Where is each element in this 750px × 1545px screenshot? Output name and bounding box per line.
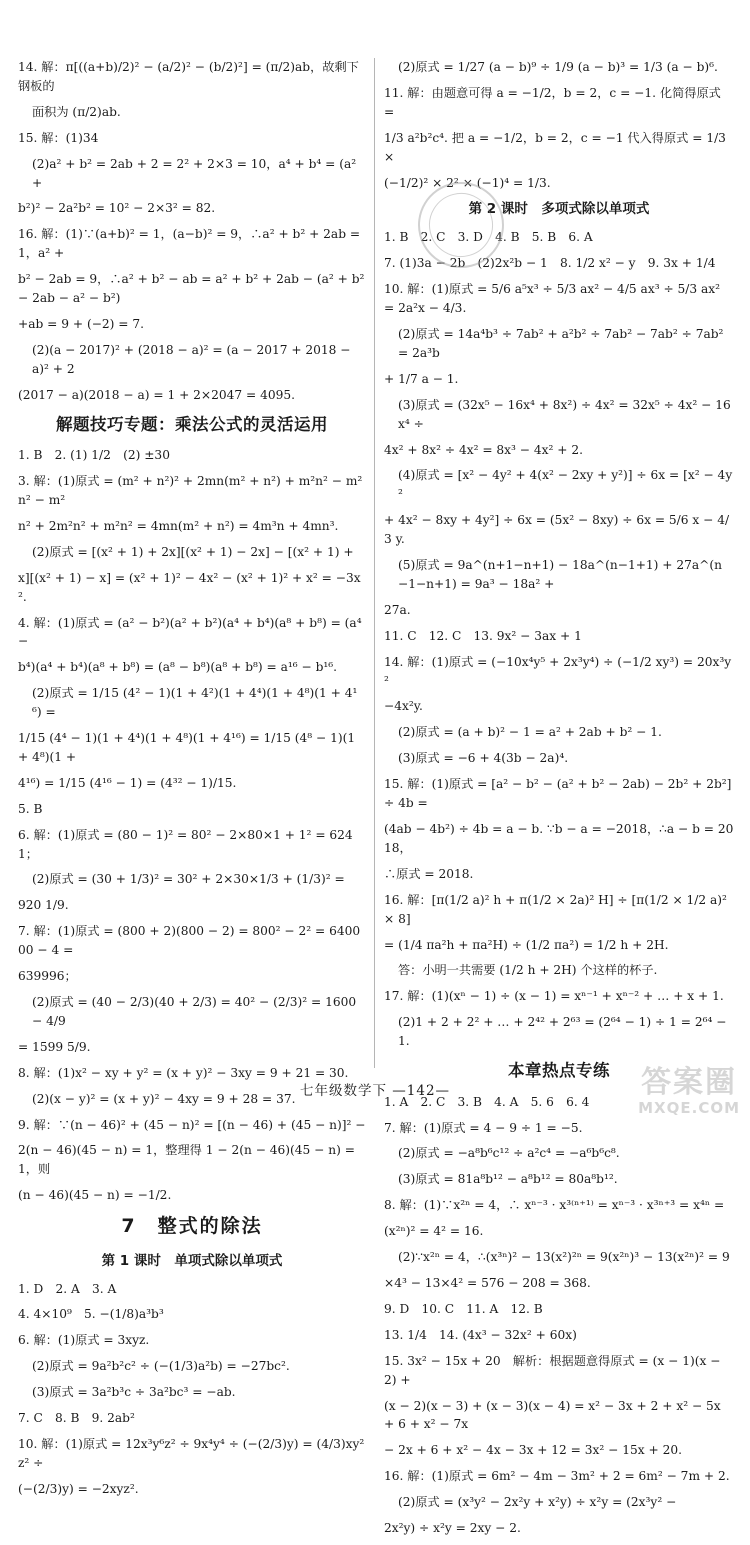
right-answer-line: 17. 解：(1)(xⁿ − 1) ÷ (x − 1) = xⁿ⁻¹ + xⁿ⁻² + … + x + 1. [384, 989, 724, 1004]
left-answer-line: 6. 解：(1)原式 = 3xyz. [18, 1333, 150, 1348]
left-answer-line: 1. B 2. (1) 1/2 (2) ±30 [18, 448, 170, 463]
right-answer-line: (2)原式 = 14a⁴b³ ÷ 7ab² + a²b² ÷ 7ab² − 7ab² ÷ 7ab² = 2a³b [398, 326, 724, 360]
left-answer-line: (2)a² + b² = 2ab + 2 = 2² + 2×3 = 10，a⁴ + b⁴ = (a² + [32, 156, 357, 190]
right-answer-line: ∴原式 = 2018. [384, 866, 474, 881]
left-answer-line: (n − 46)(45 − n) = −1/2. [18, 1188, 172, 1203]
right-answer-line: 答：小明一共需要 (1/2 h + 2H) 个这样的杯子. [398, 963, 658, 978]
right-answer-line: 9. D 10. C 11. A 12. B [384, 1301, 543, 1316]
right-answer-line: + 1/7 a − 1. [384, 371, 459, 386]
answer-column-right [384, 58, 734, 1545]
left-answer-line: 639996； [18, 969, 77, 984]
right-answer-line: 27a. [384, 602, 411, 617]
right-answer-line: (−1/2)² × 2² × (−1)⁴ = 1/3. [384, 175, 551, 190]
left-answer-line: 面积为 (π/2)ab. [32, 104, 121, 119]
stamp-inner-ring [422, 186, 500, 264]
right-answer-line: 8. 解：(1)∵x²ⁿ = 4，∴ xⁿ⁻³ · x³⁽ⁿ⁺¹⁾ = xⁿ⁻³ · x³ⁿ⁺³ = x⁴ⁿ = [384, 1198, 725, 1213]
left-answer-line: 7. 解：(1)原式 = (800 + 2)(800 − 2) = 800² − 2² = 640000 − 4 = [18, 924, 361, 958]
right-answer-line: 1/3 a²b²c⁴. 把 a = −1/2，b = 2，c = −1 代入得原式 = 1/3 × [384, 130, 726, 164]
right-answer-line: (4ab − 4b²) ÷ 4b = a − b. ∵b − a = −2018，∴a − b = 2018， [384, 822, 734, 855]
right-answer-line: 7. 解：(1)原式 = 4 − 9 ÷ 1 = −5. [384, 1120, 583, 1135]
left-answer-line: x][(x² + 1) − x] = (x² + 1)² − 4x² − (x² + 1)² + x² = −3x². [18, 570, 361, 604]
left-answer-line: 4. 解：(1)原式 = (a² − b²)(a² + b²)(a⁴ + b⁴)(a⁸ + b⁸) = (a⁴ − [18, 615, 362, 649]
right-answer-line: + 4x² − 8xy + 4y²] ÷ 6x = (5x² − 8xy) ÷ 6x = 5/6 x − 4/3 y. [384, 513, 730, 547]
answer-column-left [18, 58, 366, 1506]
watermark-url: MXQE.COM [638, 1099, 740, 1117]
right-answer-line: (2)原式 = −a⁸b⁶c¹² ÷ a²c⁴ = −a⁶b⁶c⁸. [398, 1146, 620, 1161]
right-answer-line: (x − 2)(x − 3) + (x − 3)(x − 4) = x² − 3x + 2 + x² − 5x + 6 + x² − 7x [384, 1398, 721, 1432]
left-answer-line: 10. 解：(1)原式 = 12x³y⁶z² ÷ 9x⁴y⁴ ÷ (−(2/3)y) = (4/3)xy²z² ÷ [18, 1436, 365, 1470]
left-answer-line: 7. C 8. B 9. 2ab² [18, 1411, 135, 1426]
right-answer-line: (2)1 + 2 + 2² + … + 2⁴² + 2⁶³ = (2⁶⁴ − 1) ÷ 1 = 2⁶⁴ − 1. [398, 1015, 727, 1049]
watermark-logo: 答案圈 [641, 1065, 738, 1100]
section-heading: 本章热点专练 [508, 1061, 610, 1081]
left-answer-line: (2017 − a)(2018 − a) = 1 + 2×2047 = 4095. [18, 387, 296, 402]
left-answer-line: 4¹⁶) = 1/15 (4¹⁶ − 1) = (4³² − 1)/15. [18, 775, 237, 790]
column-divider [374, 58, 375, 1068]
right-answer-line: (3)原式 = −6 + 4(3b − 2a)⁴. [398, 751, 569, 766]
left-answer-line: 3. 解：(1)原式 = (m² + n²)² + 2mn(m² + n²) + m²n² − m²n² − m² [18, 474, 363, 507]
right-answer-line: 15. 3x² − 15x + 20 解析：根据题意得原式 = (x − 1)(x − 2) + [384, 1353, 721, 1387]
left-answer-line: 6. 解：(1)原式 = (80 − 1)² = 80² − 2×80×1 + 1² = 6241； [18, 827, 353, 861]
right-answer-line: (2)原式 = 1/27 (a − b)⁹ ÷ 1/9 (a − b)³ = 1/3 (a − b)⁶. [398, 60, 718, 74]
right-answer-line: (5)原式 = 9a^(n+1−n+1) − 18a^(n−1+1) + 27a^(n−1−n+1) = 9a³ − 18a² + [398, 558, 722, 591]
left-answer-line: 16. 解：(1)∵(a+b)² = 1，(a−b)² = 9，∴a² + b² + 2ab = 1，a² + [18, 227, 361, 261]
left-answer-line: 1/15 (4⁴ − 1)(1 + 4⁴)(1 + 4⁸)(1 + 4¹⁶) = 1/15 (4⁸ − 1)(1 + 4⁸)(1 + [18, 731, 356, 764]
left-answer-line: (2)原式 = 1/15 (4² − 1)(1 + 4²)(1 + 4⁴)(1 + 4⁸)(1 + 4¹⁶) = [32, 686, 358, 720]
left-answer-line: 14. 解：π[((a+b)/2)² − (a/2)² − (b/2)²] = (π/2)ab，故剩下钢板的 [18, 60, 359, 93]
right-answer-line: 16. 解：[π(1/2 a)² h + π(1/2 × 2a)² H] ÷ [π(1/2 × 1/2 a)² × 8] [384, 892, 727, 926]
left-answer-line: b⁴)(a⁴ + b⁴)(a⁸ + b⁸) = (a⁸ − b⁸)(a⁸ + b⁸) = a¹⁶ − b¹⁶. [18, 660, 338, 675]
right-answer-line: − 2x + 6 + x² − 4x − 3x + 12 = 3x² − 15x + 20. [384, 1443, 682, 1458]
right-answer-line: 13. 1/4 14. (4x³ − 32x² + 60x) [384, 1327, 577, 1342]
left-answer-line: +ab = 9 + (−2) = 7. [18, 316, 145, 331]
left-answer-line: b²)² − 2a²b² = 10² − 2×3² = 82. [18, 201, 216, 216]
left-answer-line: (2)原式 = (30 + 1/3)² = 30² + 2×30×1/3 + (1/3)² = [32, 872, 345, 887]
right-answer-line: 2x²y) ÷ x²y = 2xy − 2. [384, 1521, 521, 1536]
right-answer-line: 11. C 12. C 13. 9x² − 3ax + 1 [384, 628, 582, 643]
chapter-heading: 7 整式的除法 [121, 1215, 263, 1238]
left-answer-line: 15. 解：(1)34 [18, 130, 99, 145]
left-answer-line: (2)原式 = 9a²b²c² ÷ (−(1/3)a²b) = −27bc². [32, 1359, 290, 1374]
left-answer-line: 9. 解：∵(n − 46)² + (45 − n)² = [(n − 46) + (45 − n)]² − [18, 1117, 366, 1132]
right-answer-line: 16. 解：(1)原式 = 6m² − 4m − 3m² + 2 = 6m² − 7m + 2. [384, 1469, 730, 1484]
left-answer-line: (3)原式 = 3a²b³c ÷ 3a²bc³ = −ab. [32, 1385, 236, 1400]
lesson-heading: 第 1 课时 单项式除以单项式 [101, 1252, 283, 1269]
right-answer-line: 11. 解：由题意可得 a = −1/2，b = 2，c = −1. 化简得原式 = [384, 85, 721, 119]
left-answer-line: (2)(a − 2017)² + (2018 − a)² = (a − 2017 + 2018 − a)² + 2 [32, 342, 351, 376]
right-answer-line: = (1/4 πa²h + πa²H) ÷ (1/2 πa²) = 1/2 h + 2H. [384, 937, 669, 952]
right-answer-line: (3)原式 = (32x⁵ − 16x⁴ + 8x²) ÷ 4x² = 32x⁵ ÷ 4x² − 16x⁴ ÷ [398, 397, 731, 431]
right-answer-line: ×4³ − 13×4² = 576 − 208 = 368. [384, 1275, 591, 1290]
lesson-heading: 第 2 课时 多项式除以单项式 [468, 201, 650, 218]
right-answer-line: (x²ⁿ)² = 4² = 16. [384, 1224, 484, 1239]
left-answer-line: 4. 4×10⁹ 5. −(1/8)a³b³ [18, 1307, 164, 1322]
right-answer-line: 10. 解：(1)原式 = 5/6 a⁵x³ ÷ 5/3 ax² − 4/5 ax³ ÷ 5/3 ax² = 2a²x − 4/3. [384, 282, 721, 316]
right-answer-line: 14. 解：(1)原式 = (−10x⁴y⁵ + 2x³y⁴) ÷ (−1/2 xy³) = 20x³y² [384, 654, 732, 688]
right-answer-line: −4x²y. [384, 699, 423, 714]
left-answer-line: = 1599 5/9. [18, 1039, 91, 1054]
right-answer-line: 1. A 2. C 3. B 4. A 5. 6 6. 4 [384, 1094, 590, 1109]
right-answer-line: (4)原式 = [x² − 4y² + 4(x² − 2xy + y²)] ÷ 6x = [x² − 4y² [398, 468, 733, 502]
left-answer-line: (2)原式 = [(x² + 1) + 2x][(x² + 1) − 2x] − [(x² + 1) + [32, 544, 354, 559]
section-heading: 解题技巧专题：乘法公式的灵活运用 [56, 414, 328, 434]
left-answer-line: (−(2/3)y) = −2xyz². [18, 1481, 139, 1496]
left-answer-line: 5. B [18, 801, 43, 816]
left-answer-line: 2(n − 46)(45 − n) = 1，整理得 1 − 2(n − 46)(45 − n) = 1，则 [18, 1143, 355, 1177]
right-answer-line: (2)∵x²ⁿ = 4，∴(x³ⁿ)² − 13(x²)²ⁿ = 9(x²ⁿ)³ − 13(x²ⁿ)² = 9 [398, 1250, 730, 1265]
right-answer-line: 15. 解：(1)原式 = [a² − b² − (a² + b² − 2ab) − 2b² + 2b²] ÷ 4b = [384, 777, 732, 811]
right-answer-line: 7. (1)3a − 2b (2)2x²b − 1 8. 1/2 x² − y 9. 3x + 1/4 [384, 256, 716, 271]
left-answer-line: 8. 解：(1)x² − xy + y² = (x + y)² − 3xy = 9 + 21 = 30. [18, 1065, 349, 1080]
left-answer-line: 1. D 2. A 3. A [18, 1281, 117, 1296]
site-watermark [638, 1066, 740, 1116]
left-answer-line: b² − 2ab = 9，∴a² + b² − ab = a² + b² + 2ab − (a² + b² − 2ab − a² − b²) [18, 272, 365, 306]
right-answer-line: 1. B 2. C 3. D 4. B 5. B 6. A [384, 230, 593, 245]
page-footer: 七年级数学下 —142— [299, 1083, 451, 1099]
left-answer-line: 920 1/9. [18, 898, 69, 913]
right-answer-line: 4x² + 8x² ÷ 4x² = 8x³ − 4x² + 2. [384, 442, 583, 457]
right-answer-line: (2)原式 = (x³y² − 2x²y + x²y) ÷ x²y = (2x³y² − [398, 1495, 677, 1510]
left-answer-line: (2)原式 = (40 − 2/3)(40 + 2/3) = 40² − (2/3)² = 1600 − 4/9 [32, 995, 357, 1028]
left-answer-line: n² + 2m²n² + m²n² = 4mn(m² + n²) = 4m³n + 4mn³. [18, 518, 339, 533]
right-answer-line: (2)原式 = (a + b)² − 1 = a² + 2ab + b² − 1. [398, 725, 662, 740]
left-answer-line: (2)(x − y)² = (x + y)² − 4xy = 9 + 28 = 37. [32, 1091, 296, 1106]
right-answer-line: (3)原式 = 81a⁸b¹² − a⁸b¹² = 80a⁸b¹². [398, 1172, 618, 1187]
